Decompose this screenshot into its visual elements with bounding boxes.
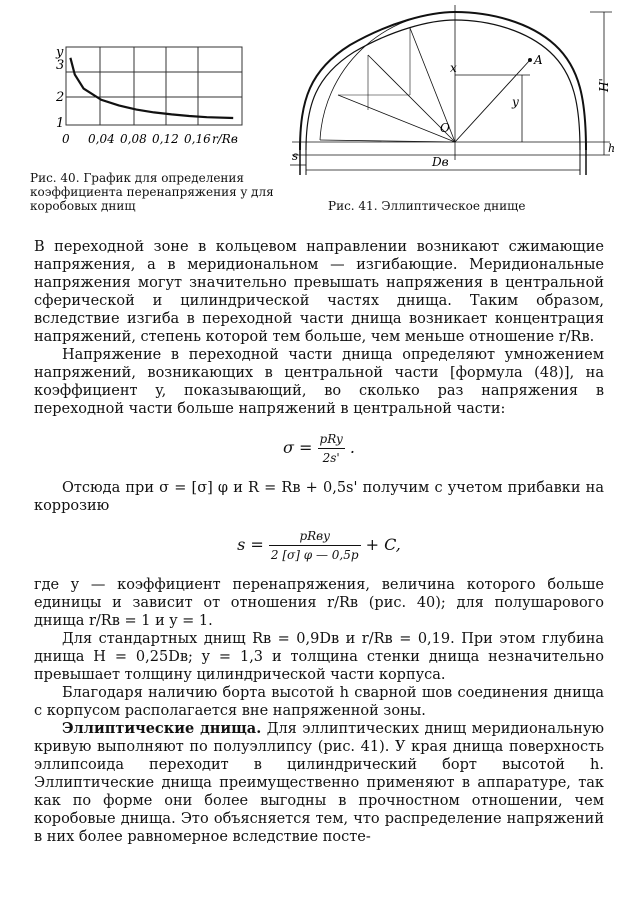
label-x: x bbox=[450, 61, 457, 75]
fig40-curve bbox=[70, 58, 233, 118]
formula-den: 2s' bbox=[322, 451, 340, 465]
label-s: s bbox=[292, 149, 299, 163]
figure-41 bbox=[290, 0, 624, 230]
paragraph: Напряжение в переходной части днища определяют умножением напряжений, возникающих в центральной части [формула (48)], на коэффициент y, показывающий, во сколько раз напряжения в переходной части больше напряжений в центральной части: bbox=[34, 347, 604, 417]
fig40-y-tick: 3 bbox=[56, 58, 65, 73]
label-H: H' bbox=[597, 78, 611, 92]
label-y: y bbox=[512, 95, 519, 109]
section-heading: Эллиптические днища. bbox=[62, 720, 262, 737]
paragraph-text: Для эллиптических днищ меридиональную кривую выполняют по полуэллипсу (рис. 41). У края днища поверхность эллипсоида переходит в цилиндрический борт высотой h. Эллиптические днища преимущественно применяют в аппаратуре, так как по форме они более выгодны в прочностном отношении, чем коробовые днища. Это объясняется тем, что распределение напряжений в них более равномерное вследствие посте- bbox=[34, 721, 604, 845]
label-h: h bbox=[608, 142, 616, 155]
fig40-x-tick: 0,12 bbox=[152, 132, 179, 146]
body-text bbox=[34, 238, 604, 846]
formula-lhs: s = bbox=[237, 535, 264, 554]
paragraph: Отсюда при σ = [σ] φ и R = Rв + 0,5s' получим с учетом прибавки на коррозию bbox=[34, 480, 604, 514]
paragraph: где y — коэффициент перенапряжения, величина которого больше единицы и зависит от отношения r/Rв (рис. 40); для полушарового днища r/Rв = 1 и y = 1. bbox=[34, 577, 604, 629]
formula-tail: + C, bbox=[365, 535, 401, 554]
formula-sigma bbox=[34, 430, 604, 467]
paragraph bbox=[34, 720, 604, 846]
formula-fraction bbox=[269, 527, 361, 564]
construction-arc bbox=[320, 12, 455, 140]
fig40-x-tick: 0,04 bbox=[88, 132, 115, 146]
label-O: O bbox=[440, 121, 450, 135]
fig40-x-tick: r/Rв bbox=[212, 132, 238, 146]
formula-fraction bbox=[318, 430, 345, 467]
fig41-caption: Рис. 41. Эллиптическое днище bbox=[328, 199, 526, 213]
fig40-y-label: y bbox=[56, 45, 64, 60]
paragraph: Благодаря наличию борта высотой h сварной шов соединения днища с корпусом располагается вне напряженной зоны. bbox=[34, 685, 604, 719]
fig40-caption: Рис. 40. График для определения коэффициента перенапряжения y для коробовых днищ bbox=[30, 171, 274, 213]
formula-num: pRy bbox=[318, 430, 345, 449]
fig40-y-tick: 1 bbox=[56, 116, 65, 131]
paragraph: Для стандартных днищ Rв = 0,9Dв и r/Rв = 0,19. При этом глубина днища H = 0,25Dв; y = 1,3 и толщина стенки днища незначительно превышает толщину цилиндрической части корпуса. bbox=[34, 631, 604, 683]
fig40-x-tick: 0,16 bbox=[184, 132, 211, 146]
formula-num: pRвy bbox=[269, 527, 361, 546]
paragraph: В переходной зоне в кольцевом направлении возникают сжимающие напряжения, а в меридиональном — изгибающие. Меридиональные напряжения могут значительно превышать напряжения в центральной сферической и цилиндрической частях днища. Таким образом, вследствие изгиба в переходной части днища возникает концентрация напряжений, степень которой тем больше, чем меньше отношение r/Rв. bbox=[34, 239, 604, 345]
fig40-x-tick: 0,08 bbox=[120, 132, 147, 146]
formula-tail: . bbox=[349, 438, 355, 457]
label-A: A bbox=[534, 53, 543, 67]
formula-lhs: σ = bbox=[283, 438, 313, 457]
formula-den: 2 [σ] φ — 0,5p bbox=[270, 548, 359, 562]
formula-s bbox=[34, 527, 604, 564]
label-D: Dв bbox=[432, 155, 449, 169]
fig40-y-tick: 2 bbox=[56, 90, 65, 105]
point-A bbox=[528, 58, 532, 62]
construction-line bbox=[338, 95, 455, 142]
fig40-x-tick: 0 bbox=[62, 132, 70, 146]
